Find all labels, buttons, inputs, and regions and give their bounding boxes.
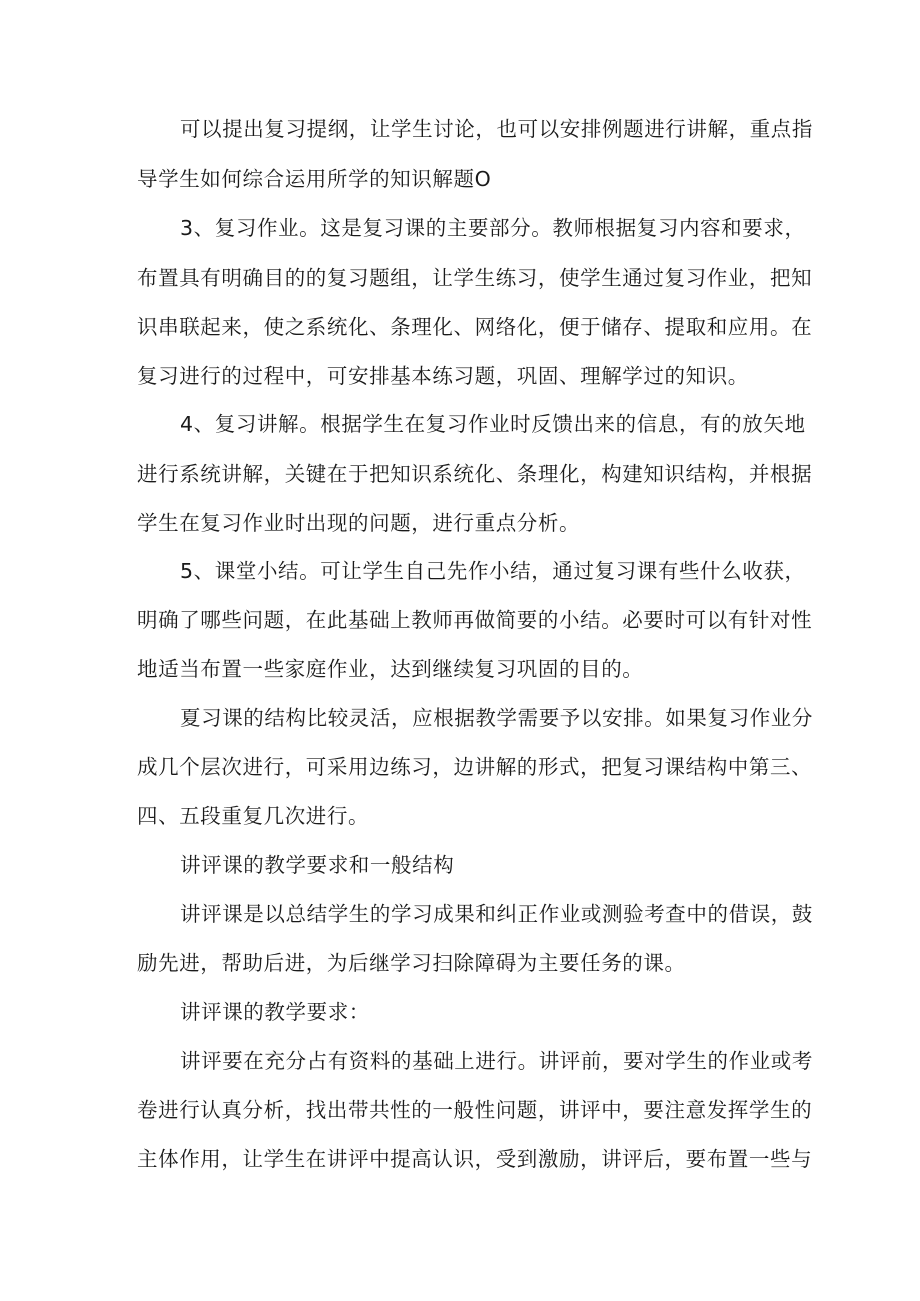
paragraph-line: 可以提出复习提纲，让学生讨论，也可以安排例题进行讲解，重点指: [180, 117, 813, 141]
paragraph-line: 3、复习作业。这是复习课的主要部分。教师根据复习内容和要求，: [180, 216, 806, 240]
paragraph-line: 布置具有明确目的的复习题组，让学生练习，使学生通过复习作业，把知: [137, 266, 813, 290]
section-heading: 讲评课的教学要求和一般结构: [180, 853, 455, 877]
paragraph-line: 地适当布置一些家庭作业，达到继续复习巩固的目的。: [137, 657, 644, 681]
paragraph-line: 明确了哪些问题，在此基础上教师再做简要的小结。必要时可以有针对性: [137, 608, 813, 632]
paragraph-line: 主体作用，让学生在讲评中提高认识，受到激励，讲评后，要布置一些与: [137, 1147, 813, 1171]
paragraph-line: 导学生如何综合运用所学的知识解题O: [137, 167, 492, 191]
paragraph-line: 励先进，帮助后进，为后继学习扫除障碍为主要任务的课。: [137, 951, 686, 975]
paragraph-line: 4、复习讲解。根据学生在复习作业时反馈出来的信息，有的放矢地: [180, 412, 806, 436]
paragraph-line: 进行系统讲解，关键在于把知识系统化、条理化，构建知识结构，并根据: [137, 462, 813, 486]
paragraph-line: 讲评课是以总结学生的学习成果和纠正作业或测验考查中的借误，鼓: [180, 902, 813, 926]
paragraph-line: 四、五段重复几次进行。: [137, 804, 370, 828]
paragraph-line: 识串联起来，使之系统化、条理化、网络化，便于储存、提取和应用。在: [137, 315, 813, 339]
paragraph-line: 成几个层次进行，可采用边练习，边讲解的形式，把复习课结构中第三、: [137, 755, 813, 779]
paragraph-line: 夏习课的结构比较灵活，应根据教学需要予以安排。如果复习作业分: [180, 706, 813, 730]
paragraph-line: 学生在复习作业时出现的问题，进行重点分析。: [137, 511, 581, 535]
paragraph-line: 讲评要在充分占有资料的基础上进行。讲评前，要对学生的作业或考: [180, 1049, 813, 1073]
paragraph-line: 卷进行认真分析，找出带共性的一般性问题，讲评中，要注意发挥学生的: [137, 1098, 813, 1122]
paragraph-line: 复习进行的过程中，可安排基本练习题，巩固、理解学过的知识。: [137, 364, 749, 388]
subheading: 讲评课的教学要求：: [180, 1000, 370, 1024]
paragraph-line: 5、课堂小结。可让学生自己先作小结，通过复习课有些什么收获，: [180, 559, 806, 583]
